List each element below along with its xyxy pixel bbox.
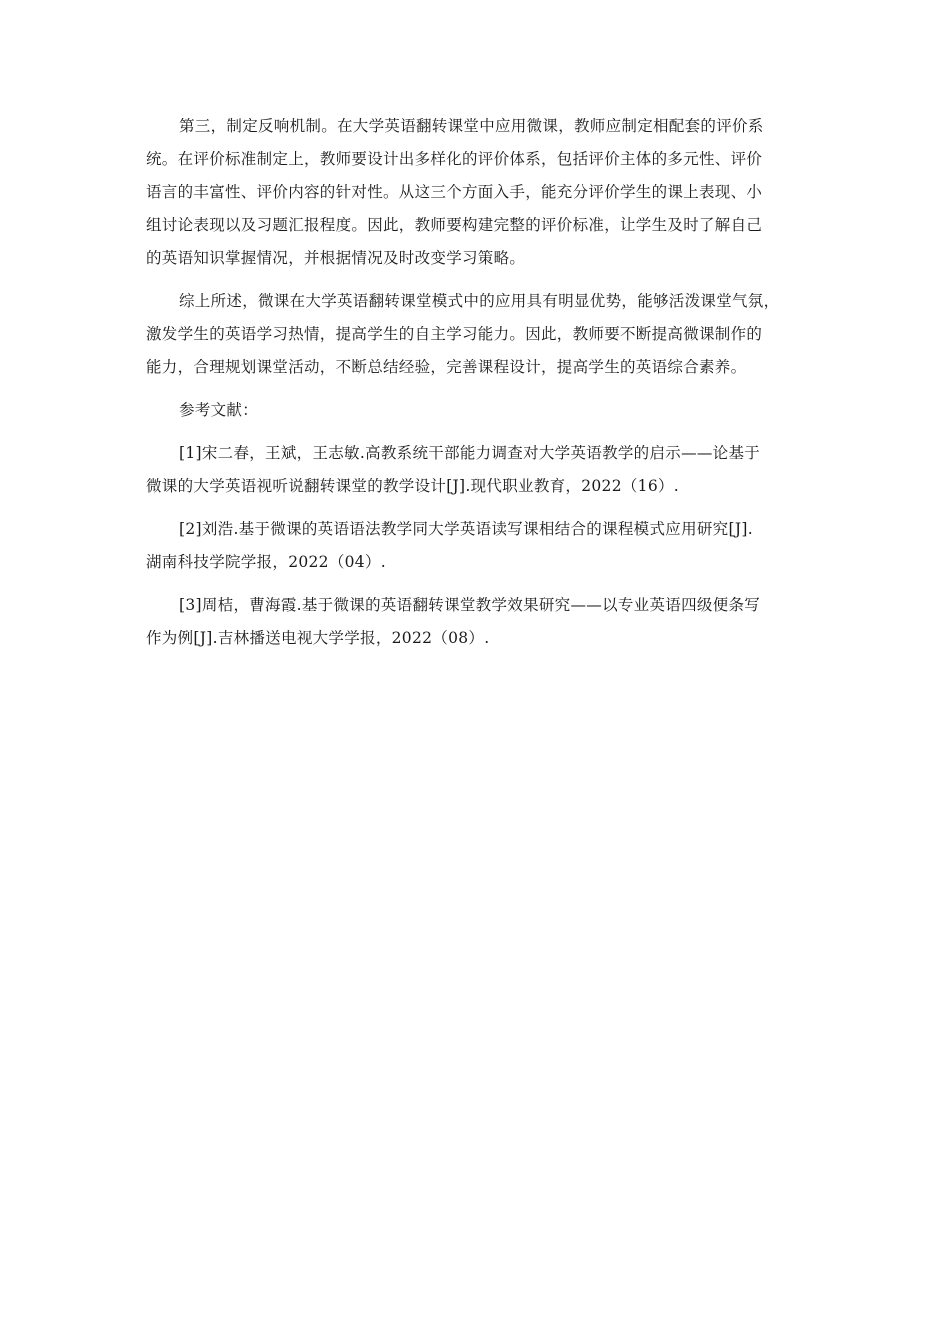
paragraph-evaluation-mechanism xyxy=(146,110,802,275)
document-body xyxy=(146,110,802,665)
text-line: [1]宋二春，王斌，王志敏.高教系统干部能力调查对大学英语教学的启示——论基于 xyxy=(179,444,761,462)
text-line: [3]周桔，曹海霞.基于微课的英语翻转课堂教学效果研究——以专业英语四级便条写 xyxy=(179,596,761,614)
text-line: 参考文献： xyxy=(179,401,259,419)
text-line: 激发学生的英语学习热情，提高学生的自主学习能力。因此，教师要不断提高微课制作的 xyxy=(146,325,763,343)
text-line: 能力，合理规划课堂活动，不断总结经验，完善课程设计，提高学生的英语综合素养。 xyxy=(146,358,747,376)
reference-item-2 xyxy=(146,513,802,579)
text-line: 湖南科技学院学报，2022（04）. xyxy=(146,553,386,571)
text-line: 第三，制定反响机制。在大学英语翻转课堂中应用微课，教师应制定相配套的评价系 xyxy=(179,117,764,135)
text-line: 作为例[J].吉林播送电视大学学报，2022（08）. xyxy=(146,629,490,647)
text-line: 组讨论表现以及习题汇报程度。因此，教师要构建完整的评价标准，让学生及时了解自己 xyxy=(146,216,763,234)
text-line: 微课的大学英语视听说翻转课堂的教学设计[J].现代职业教育，2022（16）. xyxy=(146,477,680,495)
text-line: 语言的丰富性、评价内容的针对性。从这三个方面入手，能充分评价学生的课上表现、小 xyxy=(146,183,763,201)
text-line: [2]刘浩.基于微课的英语语法教学同大学英语读写课相结合的课程模式应用研究[J]. xyxy=(179,520,753,538)
text-line: 统。在评价标准制定上，教师要设计出多样化的评价体系，包括评价主体的多元性、评价 xyxy=(146,150,763,168)
paragraph-conclusion xyxy=(146,285,802,384)
references-heading xyxy=(146,394,802,427)
reference-item-3 xyxy=(146,589,802,655)
text-line: 综上所述，微课在大学英语翻转课堂模式中的应用具有明显优势，能够活泼课堂气氛， xyxy=(179,292,780,310)
reference-item-1 xyxy=(146,437,802,503)
text-line: 的英语知识掌握情况，并根据情况及时改变学习策略。 xyxy=(146,249,526,267)
